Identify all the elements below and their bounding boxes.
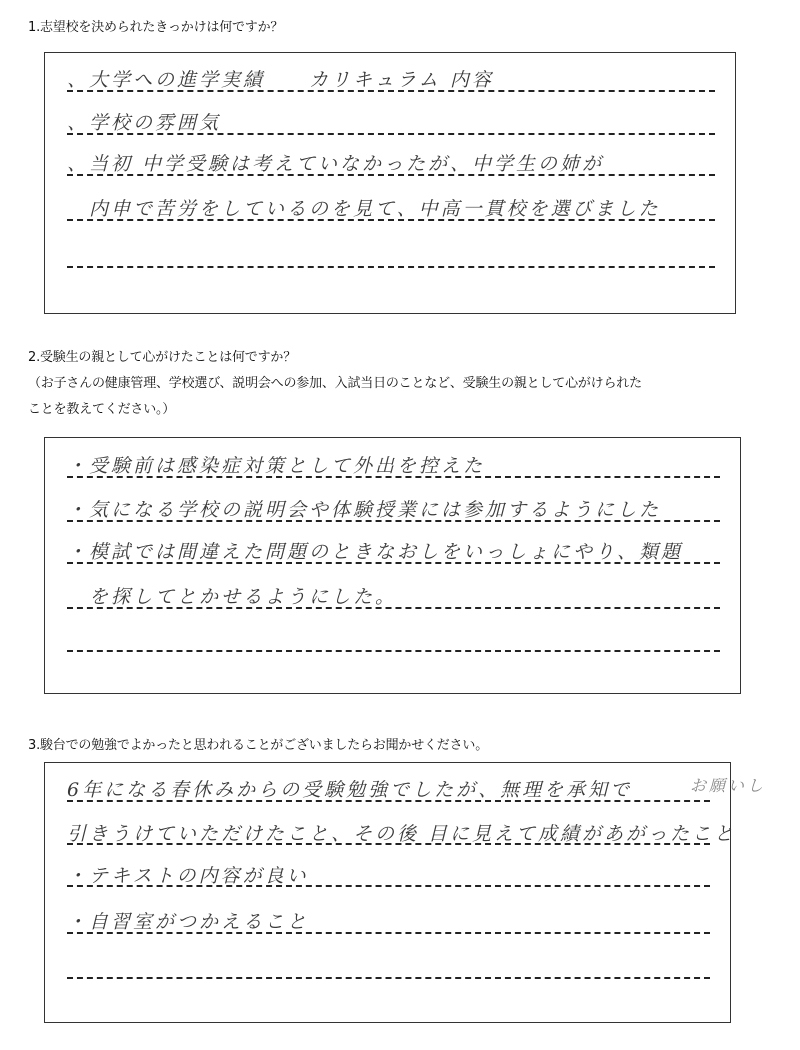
- answer-1-rule-4: [67, 219, 715, 221]
- answer-3-line-4-text: ・自習室がつかえること: [67, 911, 310, 933]
- answer-2-line-4-text: を探してとかせるようにした。: [67, 586, 398, 608]
- answer-3-rule-5: [67, 977, 710, 979]
- answer-1-line-3-text: 、当初 中学受験は考えていなかったが、中学生の姉が: [67, 153, 605, 175]
- question-2-subtitle-2: ことを教えてください。）: [28, 402, 176, 417]
- answer-2-rule-1: [67, 476, 720, 478]
- answer-2-rule-4: [67, 607, 720, 609]
- answer-1-rule-2: [67, 133, 715, 135]
- answer-1-rule-5: [67, 266, 715, 268]
- answer-box-1[interactable]: [44, 52, 736, 314]
- answer-2-line-3-text: ・模試では間違えた問題のときなおしをいっしょにやり、類題: [67, 541, 684, 563]
- answer-1-line-4-text: 内申で苦労をしているのを見て、中高一貫校を選びました: [67, 198, 661, 220]
- answer-box-3[interactable]: [44, 762, 767, 1023]
- answer-3-line-1-text: 6年になる春休みからの受験勉強でしたが、無理を承知で: [67, 779, 633, 801]
- answer-3-rule-1: [67, 800, 710, 802]
- question-2-subtitle-1: （お子さんの健康管理、学校選び、説明会への参加、入試当日のことなど、受験生の親として心がけられた: [28, 376, 642, 391]
- answer-2-line-1-text: ・受験前は感染症対策として外出を控えた: [67, 455, 486, 477]
- answer-box-2[interactable]: [44, 437, 741, 694]
- answer-2-rule-3: [67, 562, 720, 564]
- answer-1-line-2-text: 、学校の雰囲気: [67, 112, 222, 134]
- answer-2-line-2-text: ・気になる学校の説明会や体験授業には参加するようにした: [67, 499, 662, 521]
- answer-1-line-1-text: 、大学への進学実績 カリキュラム 内容: [67, 69, 494, 91]
- answer-3-line-3-text: ・テキストの内容が良い: [67, 865, 309, 887]
- answer-1-rule-1: [67, 90, 715, 92]
- question-1-title: 1.志望校を決められたきっかけは何ですか？: [28, 20, 284, 35]
- answer-3-rule-3: [67, 885, 710, 887]
- question-3-title: 3.駿台での勉強でよかったと思われることがございましたらお聞かせください。: [28, 738, 489, 753]
- answer-3-rule-4: [67, 932, 710, 934]
- answer-2-rule-2: [67, 520, 720, 522]
- answer-2-rule-5: [67, 650, 720, 652]
- question-2-title: 2.受験生の親として心がけたことは何ですか？: [28, 350, 297, 365]
- answer-3-rule-2: [67, 843, 710, 845]
- answer-3-overflow-text: お願いし: [690, 776, 767, 795]
- answer-3-line-2-text: 引きうけていただけたこと、その後 目に見えて成績があがったこと: [67, 823, 737, 845]
- answer-1-rule-3: [67, 174, 715, 176]
